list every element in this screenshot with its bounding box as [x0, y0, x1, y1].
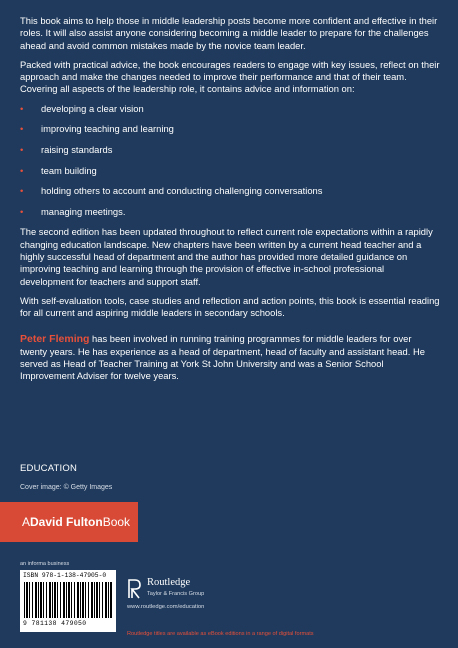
bullet-icon: •: [20, 205, 24, 217]
barcode-bars: [24, 582, 112, 618]
bullet-icon: •: [20, 164, 24, 176]
author-bio: [20, 333, 440, 382]
list-item: • developing a clear vision: [20, 102, 144, 114]
category-label: EDUCATION: [20, 463, 78, 474]
barcode: [20, 570, 116, 632]
routledge-logo-icon: [127, 577, 143, 599]
topic-list: [20, 103, 440, 218]
publisher-url: www.routledge.com/education: [127, 604, 205, 610]
ebook-note: Routledge titles are available as eBook editions in a range of digital formats: [127, 631, 314, 637]
bullet-icon: •: [20, 123, 24, 135]
cover-credit: Cover image: © Getty Images: [20, 484, 113, 491]
blurb-paragraph-4: With self-evaluation tools, case studies and reflection and action points, this book is essential reading for all current and aspiring middle leaders in secondary schools.: [20, 294, 440, 319]
list-item: • managing meetings.: [20, 205, 126, 217]
list-item: • holding others to account and conducting challenging conversations: [20, 185, 323, 197]
publisher-name: Routledge: [147, 577, 191, 588]
publisher-group: Taylor & Francis Group: [147, 591, 205, 597]
imprint-brand: David Fulton: [30, 515, 103, 529]
blurb-paragraph-2: Packed with practical advice, the book encourages readers to engage with key issues, reflect on their approach and make the changes needed to improve their performance and that of their team. Covering all aspects of the leadership role, it contains advice and information on:: [20, 58, 440, 95]
list-item: • improving teaching and learning: [20, 123, 174, 135]
author-name: Peter Fleming: [20, 333, 90, 346]
author-bio-text: has been involved in running training programmes for middle leaders for over twenty years. He has experience as a head of department, head of faculty and assistant head. He served as Head of Teacher Training at York St John University and was a Senior School Improvement Adviser for twelve years.: [20, 333, 425, 382]
blurb-paragraph-3: The second edition has been updated throughout to reflect current role expectations within a rapidly changing education landscape. New chapters have been written by a current head teacher and a highly successful head of department and the author has provided more detailed guidance on improving teaching and learning through the provision of effective in-school professional development for teachers and support staff.: [20, 226, 433, 287]
barcode-number: 9 781138 479050: [23, 620, 87, 627]
bullet-icon: •: [20, 185, 24, 197]
informa-label: an informa business: [20, 561, 70, 567]
imprint-banner: A David Fulton Book: [0, 502, 138, 542]
isbn: ISBN 978-1-138-47905-0: [23, 572, 107, 579]
bullet-icon: •: [20, 102, 24, 114]
blurb: [20, 15, 440, 390]
list-item: • team building: [20, 164, 97, 176]
blurb-paragraph-1: This book aims to help those in middle leadership posts become more confident and effective in their roles. It will also assist anyone considering becoming a middle leader to prepare for the challenges ahead and avoid common mistakes made by the novice team leader.: [20, 15, 438, 51]
bullet-icon: •: [20, 143, 24, 155]
list-item: • raising standards: [20, 143, 113, 155]
